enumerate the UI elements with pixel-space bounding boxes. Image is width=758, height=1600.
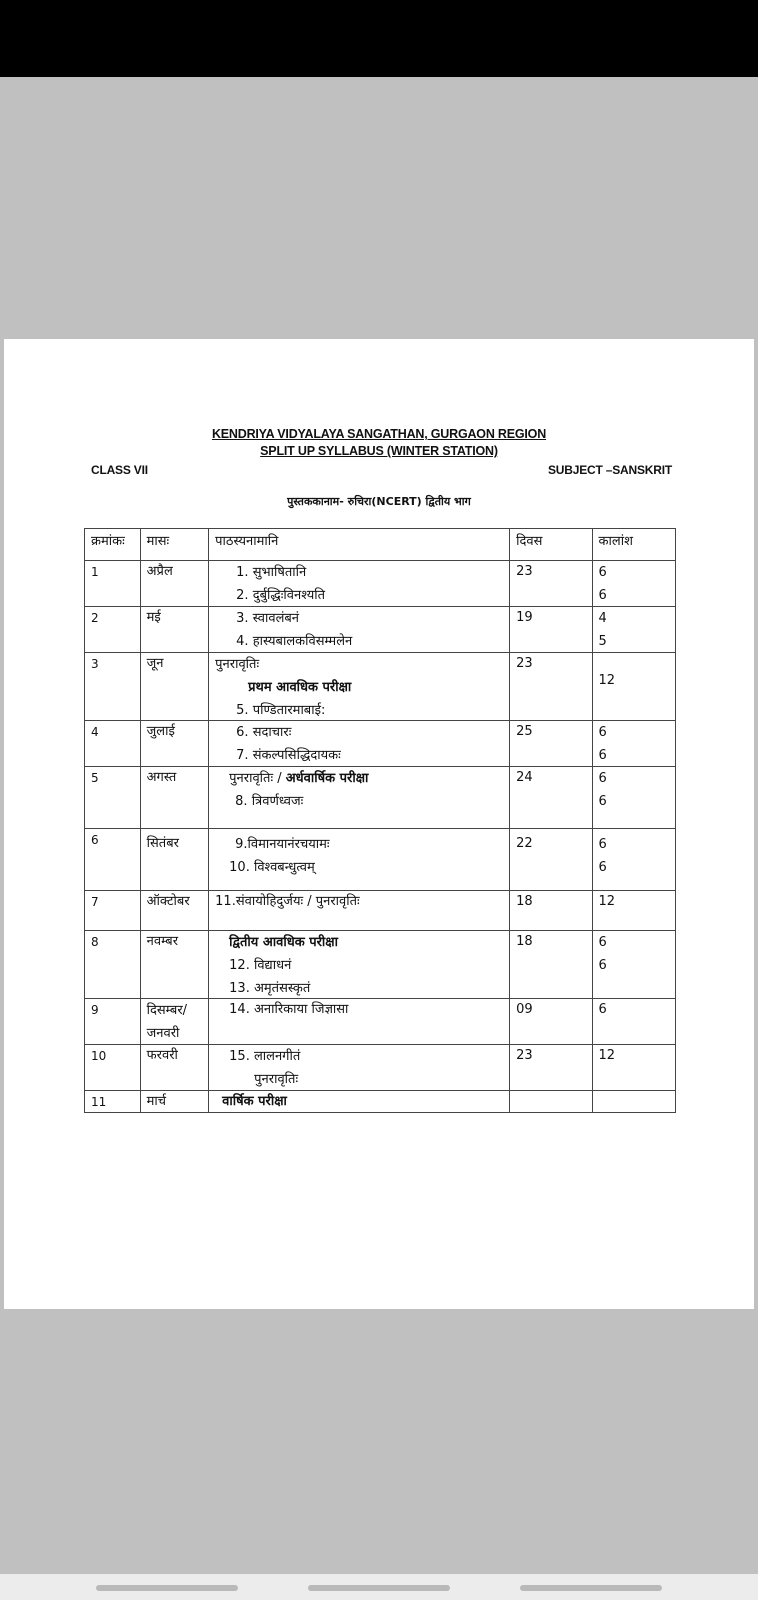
row-days: 22 [516,836,533,851]
row-period: 5 [598,634,607,649]
row-days: 24 [516,770,533,785]
lesson-line: 3. स्वावलंबनं [236,611,300,626]
lesson-line: 12. विद्याधनं [229,958,292,973]
page-indicator[interactable] [96,1585,238,1591]
exam-line: प्रथम आवधिक परीक्षा [248,680,352,695]
table-row [85,829,676,891]
row-month: अप्रैल [146,564,173,579]
header-periods: कालांश [598,534,633,549]
header-days: दिवस [516,534,543,549]
row-period: 12 [598,894,616,909]
row-num: 4 [91,725,99,739]
lesson-line: 14. अनारिकाया जिज्ञासा [229,1002,349,1017]
row-num: 8 [91,935,99,949]
lesson-line: 8. त्रिवर्णध्वजः [235,794,304,809]
lesson-line: 6. सदाचारः [236,725,292,740]
top-status-bar [0,0,758,77]
table-row [85,767,676,829]
row-period: 12 [598,1048,616,1063]
exam-line: द्वितीय आवधिक परीक्षा [229,935,338,950]
syllabus-table [84,528,676,1113]
table-row [85,1091,676,1113]
table-row [85,607,676,653]
row-month: मई [146,610,161,625]
page-indicator[interactable] [308,1585,450,1591]
exam-line: अर्धवार्षिक परीक्षा [285,771,369,786]
lesson-line: पुनरावृतिः / [229,771,286,786]
row-period: 6 [598,1002,607,1017]
lesson-line: पुनरावृतिः [215,657,260,672]
syllabus-title: SPLIT UP SYLLABUS (WINTER STATION) [260,444,498,458]
row-days: 19 [516,610,533,625]
row-days: 23 [516,656,533,671]
row-period: 6 [598,837,607,852]
row-num: 9 [91,1003,99,1017]
row-month: फरवरी [146,1048,178,1063]
lesson-line: 11.संवायोहिदुर्जयः / पुनरावृतिः [215,894,360,909]
row-days: 23 [516,564,533,579]
page-indicator[interactable] [520,1585,662,1591]
row-period: 6 [598,794,607,809]
row-period: 6 [598,565,607,580]
row-days: 23 [516,1048,533,1063]
row-num: 10 [91,1049,107,1063]
table-row [85,1045,676,1091]
row-period: 6 [598,725,607,740]
table-header-row [85,529,676,561]
header-lesson: पाठस्यनामानि [215,534,279,549]
row-period: 6 [598,748,607,763]
lesson-line: 9.विमानयानंरचयामः [235,837,330,852]
row-month: ऑक्टोबर [146,894,190,909]
lesson-line: 5. पण्डितारमाबाई: [236,703,326,718]
lesson-line: 2. दुर्बुद्धिःविनश्यति [236,588,326,603]
book-label: पुस्तककानाम- रुचिरा(NCERT) द्वितीय भाग [287,495,471,508]
document-page [4,339,754,1309]
row-month: जून [146,656,164,671]
lesson-line: 13. अमृतंसस्कृतं [229,981,311,996]
row-period: 12 [598,673,616,688]
lesson-line: 1. सुभाषितानि [236,565,307,580]
row-num: 6 [91,833,99,847]
row-period: 6 [598,588,607,603]
row-month: अगस्त [146,770,177,785]
lesson-line: पुनरावृतिः [254,1072,299,1087]
row-month: नवम्बर [146,934,179,949]
row-num: 11 [91,1095,107,1109]
table-row [85,561,676,607]
row-num: 1 [91,565,99,579]
row-period: 6 [598,860,607,875]
lesson-line: 15. लालनगीतं [229,1049,301,1064]
row-month: सितंबर [146,836,179,851]
table-row [85,891,676,931]
row-month: जुलाई [146,724,175,739]
table-row [85,721,676,767]
row-num: 7 [91,895,99,909]
lesson-line: 7. संकल्पसिद्धिदायकः [236,748,341,763]
row-days: 09 [516,1002,533,1017]
lesson-line: 10. विश्वबन्धुत्वम् [229,860,315,875]
row-month: मार्च [146,1094,167,1109]
lesson-line: 4. हास्यबालकविसम्मलेन [236,634,353,649]
row-num: 5 [91,771,99,785]
row-period: 6 [598,771,607,786]
class-label: CLASS VII [91,463,148,477]
row-num: 3 [91,657,99,671]
table-row [85,931,676,999]
row-month-cont: जनवरी [146,1026,180,1041]
row-period: 6 [598,935,607,950]
row-period: 4 [598,611,607,626]
row-days: 18 [516,894,533,909]
table-row [85,999,676,1045]
row-days: 18 [516,934,533,949]
exam-line: वार्षिक परीक्षा [222,1094,287,1109]
row-period: 6 [598,958,607,973]
header-num: क्रमांकः [91,534,125,549]
header-month: मासः [146,534,170,549]
row-days: 25 [516,724,533,739]
bottom-nav-bar [0,1574,758,1600]
row-num: 2 [91,611,99,625]
table-row [85,653,676,721]
org-title: KENDRIYA VIDYALAYA SANGATHAN, GURGAON REGION [211,427,547,441]
row-month: दिसम्बर/ [146,1003,188,1018]
subject-label: SUBJECT –SANSKRIT [548,463,672,477]
